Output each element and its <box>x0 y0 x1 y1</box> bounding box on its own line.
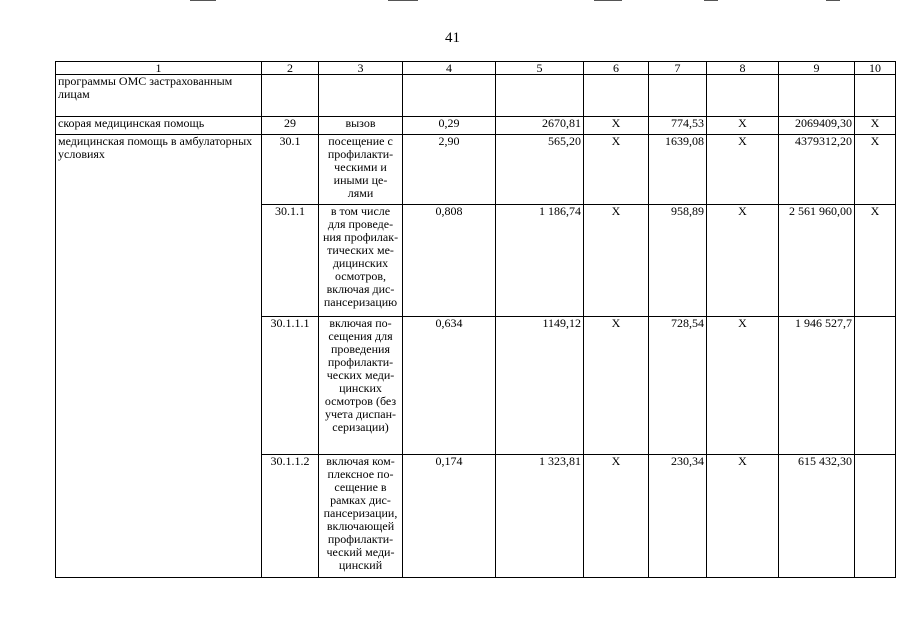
col-header: 8 <box>707 62 779 75</box>
row-label: программы ОМС застрахованным лицам <box>56 75 262 117</box>
table-cell: 2670,81 <box>496 117 584 135</box>
table-cell: 30.1 <box>262 135 319 205</box>
page-number: 41 <box>445 30 460 46</box>
table-cell: Х <box>584 455 649 578</box>
top-scan-marks <box>0 0 905 4</box>
table-cell: 0,634 <box>403 317 496 455</box>
table-cell: 1149,12 <box>496 317 584 455</box>
table-cell: Х <box>584 117 649 135</box>
table-cell: Х <box>707 317 779 455</box>
table-cell: Х <box>707 117 779 135</box>
row-label: медицинская помощь в амбулаторных условиях <box>56 135 262 578</box>
col-header: 4 <box>403 62 496 75</box>
table-cell: 774,53 <box>649 117 707 135</box>
table-cell <box>855 75 896 117</box>
table-row <box>56 117 896 135</box>
col-header: 5 <box>496 62 584 75</box>
col-header: 7 <box>649 62 707 75</box>
table-cell: 0,29 <box>403 117 496 135</box>
table-cell <box>779 75 855 117</box>
col-header: 6 <box>584 62 649 75</box>
table-cell: 2,90 <box>403 135 496 205</box>
col-header: 3 <box>319 62 403 75</box>
table-cell: Х <box>584 317 649 455</box>
table-cell: 2069409,30 <box>779 117 855 135</box>
table-cell: 30.1.1.1 <box>262 317 319 455</box>
table-cell: Х <box>707 455 779 578</box>
col-header: 2 <box>262 62 319 75</box>
column-number-row <box>56 62 896 75</box>
table-cell <box>319 75 403 117</box>
table-cell: Х <box>707 135 779 205</box>
table-cell <box>649 75 707 117</box>
table-cell: 615 432,30 <box>779 455 855 578</box>
table-cell <box>403 75 496 117</box>
data-table <box>55 61 896 578</box>
table-cell: 1 323,81 <box>496 455 584 578</box>
table-cell: 30.1.1.2 <box>262 455 319 578</box>
table-row <box>56 75 896 117</box>
table-row <box>56 135 896 205</box>
col-header: 9 <box>779 62 855 75</box>
table-cell: Х <box>855 135 896 205</box>
col-header: 1 <box>56 62 262 75</box>
table-cell: 958,89 <box>649 205 707 317</box>
row-label: скорая медицинская помощь <box>56 117 262 135</box>
table-cell: 1639,08 <box>649 135 707 205</box>
table-cell: 1 186,74 <box>496 205 584 317</box>
table-cell: 29 <box>262 117 319 135</box>
table-cell <box>855 317 896 455</box>
table-cell <box>262 75 319 117</box>
table-cell: 2 561 960,00 <box>779 205 855 317</box>
table-cell: 728,54 <box>649 317 707 455</box>
table-cell: в том числе для проведе-ния профилак-тических ме-дицинских осмотров, включая дис-пансеризацию <box>319 205 403 317</box>
table-cell: включая по-сещения для проведения профилакти-ческих меди-цинских осмотров (без учета диспан-серизации) <box>319 317 403 455</box>
table-cell: 1 946 527,7 <box>779 317 855 455</box>
table-cell: 0,174 <box>403 455 496 578</box>
table-cell: Х <box>855 205 896 317</box>
table-cell: Х <box>584 205 649 317</box>
table-cell: вызов <box>319 117 403 135</box>
table-cell: 565,20 <box>496 135 584 205</box>
col-header: 10 <box>855 62 896 75</box>
table-cell <box>707 75 779 117</box>
table-cell: Х <box>707 205 779 317</box>
table-cell <box>584 75 649 117</box>
table-cell: Х <box>855 117 896 135</box>
table-cell: 230,34 <box>649 455 707 578</box>
table-cell: включая ком-плексное по-сещение в рамках дис-пансеризации, включающей профилакти-ческий меди-цинский <box>319 455 403 578</box>
table-cell: Х <box>584 135 649 205</box>
table-cell: посещение с профилакти-ческими и иными це-лями <box>319 135 403 205</box>
table-cell: 4379312,20 <box>779 135 855 205</box>
table-cell: 0,808 <box>403 205 496 317</box>
table-cell: 30.1.1 <box>262 205 319 317</box>
table-cell <box>855 455 896 578</box>
table-cell <box>496 75 584 117</box>
